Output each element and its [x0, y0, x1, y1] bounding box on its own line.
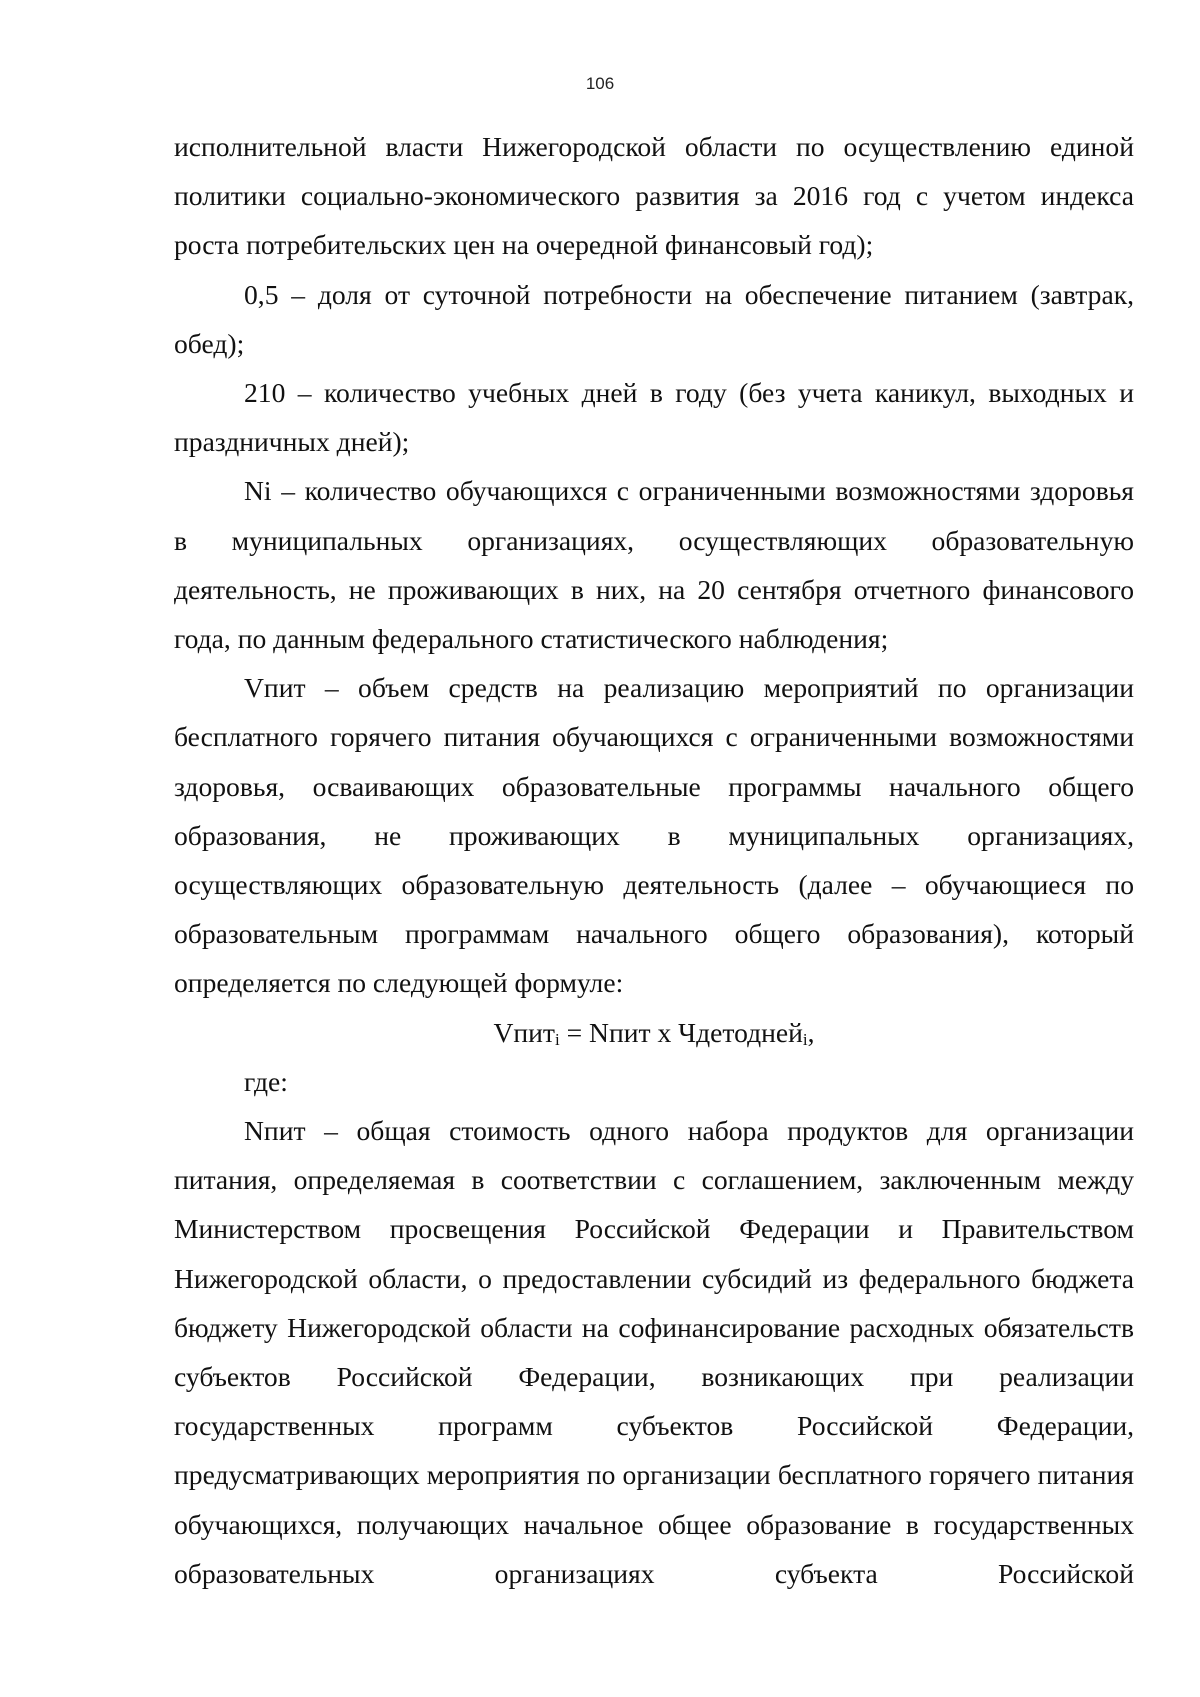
document-body: [174, 122, 1134, 1598]
paragraph-school-days: 210 – количество учебных дней в году (без учета каникул, выходных и праздничных дней);: [174, 377, 1134, 458]
paragraph-ni-definition: Ni – количество обучающихся с ограниченными возможностями здоровья в муниципальных организациях, осуществляющих образовательную деятельность, не проживающих в них, на 20 сентября отчетного финансового года, по данным федерального статистического наблюдения;: [174, 475, 1134, 655]
formula-middle: = Nпит х Чдетодней: [559, 1016, 803, 1048]
formula: [174, 1008, 1134, 1057]
paragraph-npit-definition: Nпит – общая стоимость одного набора продуктов для организации питания, определяемая в соответствии с соглашением, заключенным между Министерством просвещения Российской Федерации и Правительством Нижегородской области, о предоставлении субсидий из федерального бюджета бюджету Нижегородской области на софинансирование расходных обязательств субъектов Российской Федерации, возникающих при реализации государственных программ субъектов Российской Федерации, предусматривающих мероприятия по организации бесплатного горячего питания обучающихся, получающих начальное общее образование в государственных образовательных организациях субъекта Российской: [174, 1115, 1134, 1589]
paragraph-vpit-definition: Vпит – объем средств на реализацию мероприятий по организации бесплатного горячего питания обучающихся с ограниченными возможностями здоровья, осваивающих образовательные программы начального общего образования, не проживающих в муниципальных организациях, осуществляющих образовательную деятельность (далее – обучающиеся по образовательным программам начального общего образования), который определяется по следующей формуле:: [174, 672, 1134, 999]
formula-left-subscript: i: [554, 1029, 560, 1049]
page-number: 106: [585, 74, 615, 93]
formula-left: Vпит: [493, 1016, 555, 1048]
formula-tail: ,: [807, 1016, 815, 1048]
formula-right-subscript: i: [802, 1029, 808, 1049]
paragraph-continuation: исполнительной власти Нижегородской области по осуществлению единой политики социально-экономического развития за 2016 год с учетом индекса роста потребительских цен на очередной финансовый год);: [174, 131, 1134, 261]
where-label: где:: [244, 1065, 288, 1097]
paragraph-daily-share: 0,5 – доля от суточной потребности на обеспечение питанием (завтрак, обед);: [174, 278, 1134, 359]
